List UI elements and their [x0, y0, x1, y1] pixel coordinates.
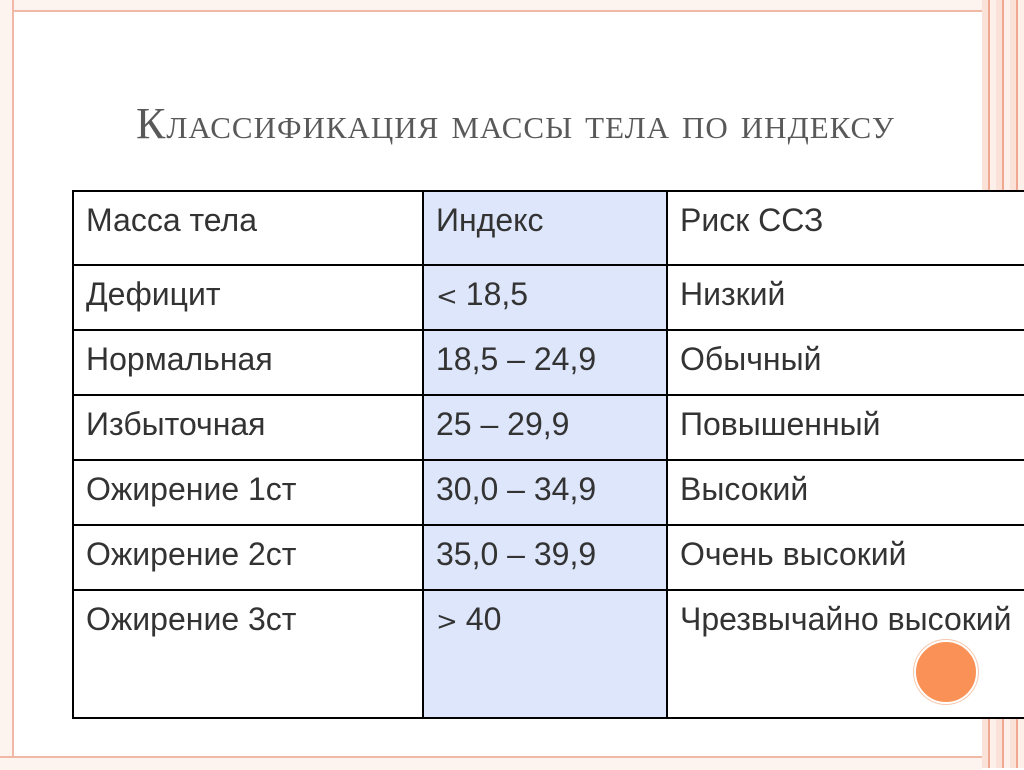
mass-cell: Нормальная: [73, 330, 423, 395]
index-cell: [423, 265, 667, 330]
index-cell: [423, 590, 667, 718]
risk-cell: Высокий: [667, 460, 1024, 525]
risk-cell: Повышенный: [667, 395, 1024, 460]
mass-cell: Избыточная: [73, 395, 423, 460]
table-header-row: [73, 191, 1024, 265]
header-index: Индекс: [423, 191, 667, 265]
bmi-classification-table: [72, 190, 1024, 719]
index-cell: 25 – 29,9: [423, 395, 667, 460]
risk-cell: Низкий: [667, 265, 1024, 330]
orange-circle-decoration: [914, 640, 978, 704]
slide-title: Классификация массы тела по индексу: [136, 99, 895, 148]
table-row: [73, 265, 1024, 330]
index-cell: 30,0 – 34,9: [423, 460, 667, 525]
mass-cell: Ожирение 2ст: [73, 525, 423, 590]
mass-cell: Дефицит: [73, 265, 423, 330]
index-value: 18,5: [465, 276, 529, 312]
index-cell: 18,5 – 24,9: [423, 330, 667, 395]
risk-cell: Очень высокий: [667, 525, 1024, 590]
risk-cell: Обычный: [667, 330, 1024, 395]
risk-cell: Чрезвычайно высокий: [667, 590, 1024, 718]
greater-than-sign: >: [436, 607, 458, 637]
table-row: [73, 525, 1024, 590]
index-value: 40: [465, 601, 502, 637]
table-row: [73, 590, 1024, 718]
less-than-sign: <: [436, 282, 458, 312]
slide-frame-top: [0, 0, 982, 12]
slide-frame-left: [0, 0, 14, 768]
mass-cell: Ожирение 3ст: [73, 590, 423, 718]
table-row: [73, 330, 1024, 395]
mass-cell: Ожирение 1ст: [73, 460, 423, 525]
table-row: [73, 460, 1024, 525]
table-row: [73, 395, 1024, 460]
index-cell: 35,0 – 39,9: [423, 525, 667, 590]
header-mass: Масса тела: [73, 191, 423, 265]
header-risk: Риск ССЗ: [667, 191, 1024, 265]
